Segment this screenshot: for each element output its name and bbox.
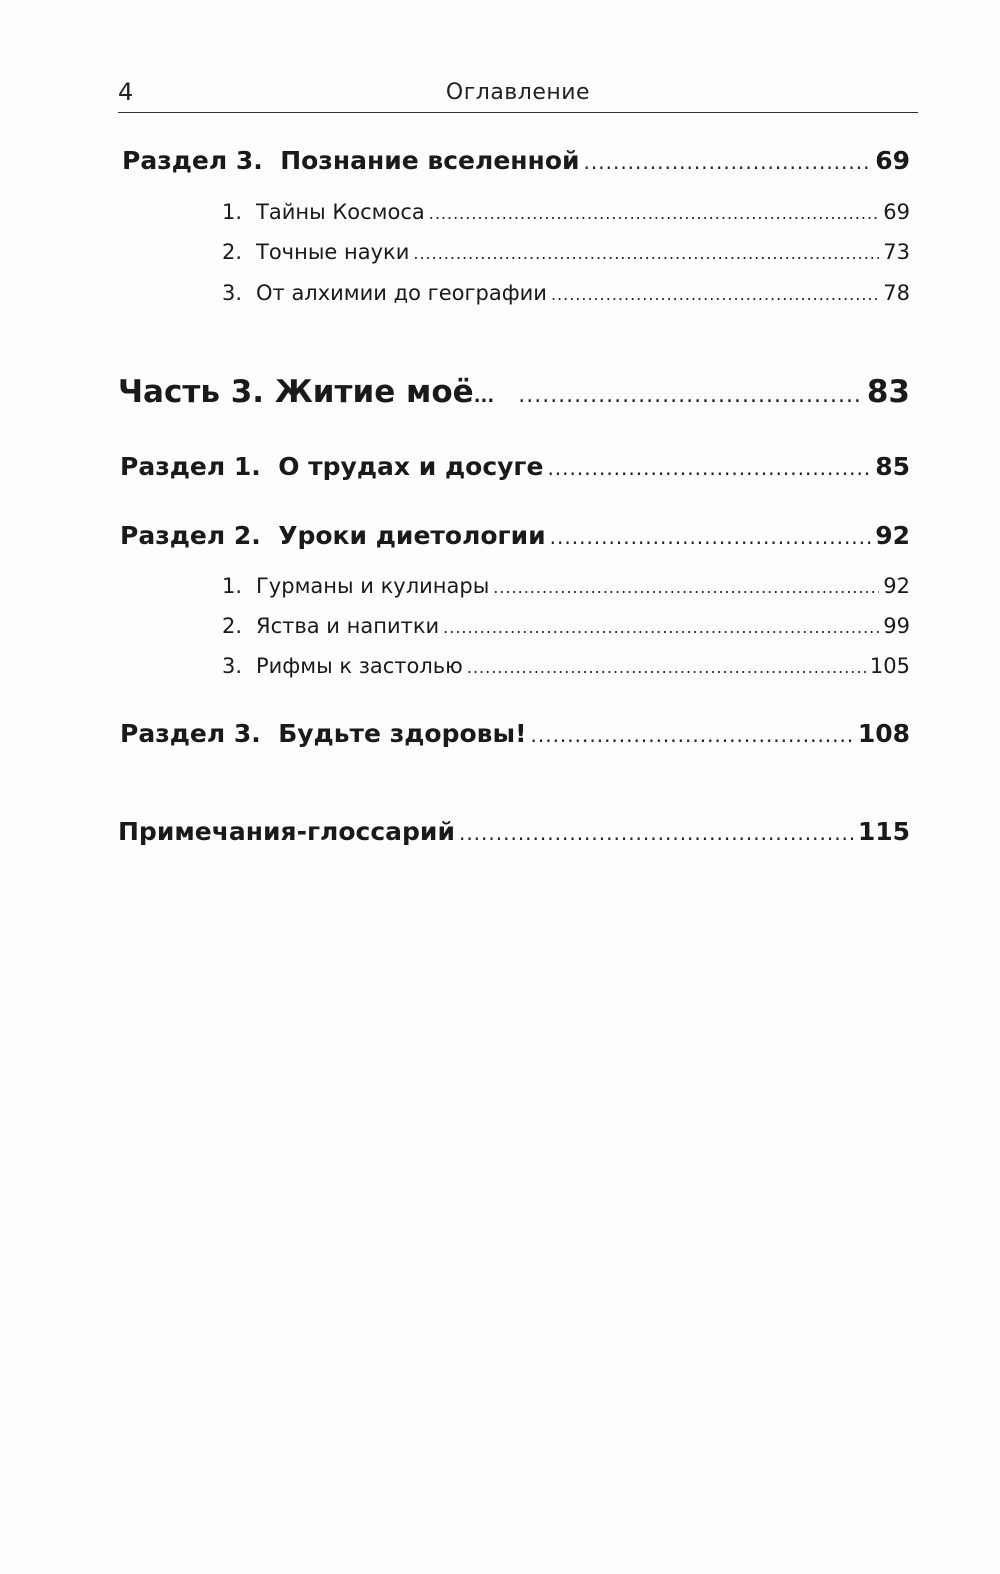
page-ref: 115: [857, 817, 910, 846]
item-number: 3.: [222, 281, 243, 305]
section-title: Уроки диетологии: [278, 521, 546, 550]
toc-entry-section-1-work-leisure[interactable]: [120, 452, 910, 481]
item-title: Яства и напитки: [256, 614, 440, 638]
glossary-title: Примечания-глоссарий: [118, 817, 455, 846]
part-title-ellipsis: ...: [473, 386, 495, 407]
dot-leader: [413, 244, 879, 263]
page-ref: 108: [857, 719, 910, 748]
dot-leader: [531, 723, 854, 747]
dot-leader: [429, 204, 880, 223]
toc-entry-glossary[interactable]: [118, 817, 910, 846]
section-title: Познание вселенной: [280, 146, 580, 175]
part-number: Часть 3.: [118, 374, 265, 410]
page-number: 4: [118, 78, 134, 106]
toc-entry-exact-sciences[interactable]: [222, 240, 910, 264]
section-number: Раздел 2.: [120, 521, 261, 550]
section-title: О трудах и досуге: [278, 452, 544, 481]
item-title: Тайны Космоса: [256, 200, 425, 224]
dot-leader: [459, 821, 854, 845]
section-number: Раздел 1.: [120, 452, 261, 481]
toc-entry-space-secrets[interactable]: [222, 200, 910, 224]
dot-leader: [443, 618, 879, 637]
section-number: Раздел 3.: [120, 719, 261, 748]
page-ref: 69: [875, 146, 910, 175]
section-number: Раздел 3.: [122, 146, 263, 175]
item-title: Точные науки: [256, 240, 410, 264]
item-title: Рифмы к застолью: [256, 654, 463, 678]
toc-entry-gourmets[interactable]: [222, 574, 910, 598]
page-ref: 78: [883, 281, 910, 305]
page-ref: 69: [883, 200, 910, 224]
dot-leader: [550, 525, 872, 549]
page-ref: 83: [866, 374, 910, 410]
item-number: 3.: [222, 654, 243, 678]
toc-entry-section-2-dietetics[interactable]: [120, 521, 910, 550]
toc-entry-section-3-health[interactable]: [120, 719, 910, 748]
toc-entry-food-drinks[interactable]: [222, 614, 910, 638]
item-title: От алхимии до географии: [256, 281, 547, 305]
page-ref: 92: [883, 574, 910, 598]
toc-entry-section-3-universe[interactable]: [122, 146, 910, 175]
item-number: 1.: [222, 200, 243, 224]
page-ref: 85: [875, 452, 910, 481]
dot-leader: [547, 456, 871, 480]
page-ref: 105: [869, 654, 910, 678]
item-number: 2.: [222, 240, 243, 264]
dot-leader: [584, 150, 872, 174]
page-ref: 92: [875, 521, 910, 550]
part-title: Житие моё: [274, 374, 474, 410]
toc-entry-part-3[interactable]: [118, 374, 910, 410]
section-title: Будьте здоровы!: [278, 719, 527, 748]
item-number: 2.: [222, 614, 243, 638]
item-title: Гурманы и кулинары: [256, 574, 490, 598]
toc-entry-alchemy-geography[interactable]: [222, 281, 910, 305]
page-ref: 73: [883, 240, 910, 264]
dot-leader: [467, 658, 866, 677]
toc-entry-feast-rhymes[interactable]: [222, 654, 910, 678]
page-header: [118, 74, 918, 113]
dot-leader: [518, 383, 863, 408]
running-title: Оглавление: [445, 80, 591, 105]
item-number: 1.: [222, 574, 243, 598]
dot-leader: [551, 285, 879, 304]
dot-leader: [493, 578, 879, 597]
page-ref: 99: [883, 614, 910, 638]
